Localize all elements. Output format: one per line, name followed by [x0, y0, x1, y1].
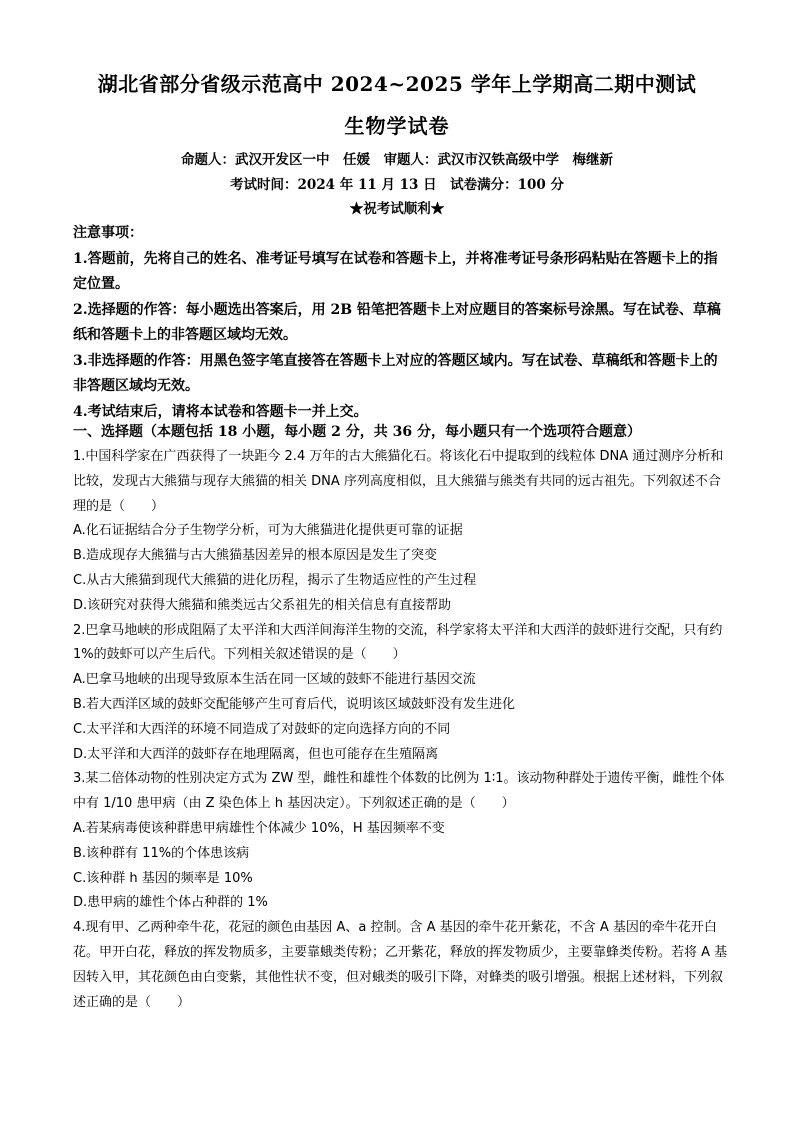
- question-stem: 1.中国科学家在广西获得了一块距今 2.4 万年的古大熊猫化石。将该化石中提取到的线粒体 DNA 通过测序分析和比较，发现古大熊猫与现存大熊猫的相关 DNA 序列高度相似，且大熊猫与熊类有共同的远古祖先。下列叙述不合理的是（ ）: [73, 449, 724, 514]
- notice-item: 1.答题前，先将自己的姓名、准考证号填写在试卷和答题卡上，并将准考证号条形码粘贴在答题卡上的指定位置。: [73, 250, 718, 292]
- section-heading: 一、选择题（本题包括 18 小题，每小题 2 分，共 36 分，每小题只有一个选项符合题意）: [73, 424, 641, 440]
- option-c: C.太平洋和大西洋的环境不同造成了对鼓虾的定向选择方向的不同: [73, 721, 451, 737]
- option-d: D.该研究对获得大熊猫和熊类远古父系祖先的相关信息有直接帮助: [73, 597, 452, 613]
- option-d: D.患甲病的雄性个体占种群的 1%: [73, 895, 268, 911]
- question-3: [73, 767, 728, 916]
- notice-block: [73, 221, 723, 425]
- exam-info: 考试时间：2024 年 11 月 13 日 试卷满分：100 分: [229, 177, 565, 193]
- option-c: C.该种群 h 基因的频率是 10%: [73, 870, 253, 886]
- notice-item: 3.非选择题的作答：用黑色签字笔直接答在答题卡上对应的答题区域内。写在试卷、草稿纸和答题卡上的非答题区域均无效。: [73, 352, 718, 394]
- option-a: A.化石证据结合分子生物学分析，可为大熊猫进化提供更可靠的证据: [73, 523, 463, 539]
- notice-item: 2.选择题的作答：每小题选出答案后，用 2B 铅笔把答题卡上对应题目的答案标号涂黑。写在试卷、草稿纸和答题卡上的非答题区域均无效。: [73, 301, 721, 343]
- question-stem: 2.巴拿马地峡的形成阻隔了太平洋和大西洋间海洋生物的交流，科学家将太平洋和大西洋的鼓虾进行交配，只有约 1%的鼓虾可以产生后代。下列相关叙述错误的是（ ）: [73, 622, 723, 663]
- notice-heading: 注意事项：: [73, 225, 143, 241]
- option-b: B.该种群有 11%的个体患该病: [73, 845, 250, 861]
- exam-authors: 命题人：武汉开发区一中 任媛 审题人：武汉市汉铁高级中学 梅继新: [181, 152, 613, 168]
- option-a: A.若某病毒使该种群患甲病雄性个体减少 10%，H 基因频率不变: [73, 820, 445, 836]
- exam-wish: ★祝考试顺利★: [349, 201, 445, 217]
- question-2: [73, 619, 728, 768]
- exam-title: 湖北省部分省级示范高中 2024~2025 学年上学期高二期中测试: [97, 72, 697, 96]
- notice-item: 4.考试结束后，请将本试卷和答题卡一并上交。: [73, 403, 368, 420]
- option-b: B.若大西洋区域的鼓虾交配能够产生可育后代，说明该区域鼓虾没有发生进化: [73, 696, 516, 712]
- option-c: C.从古大熊猫到现代大熊猫的进化历程，揭示了生物适应性的产生过程: [73, 572, 477, 588]
- question-stem: 4.现有甲、乙两种牵牛花，花冠的颜色由基因 A、a 控制。含 A 基因的牵牛花开紫花，不含 A 基因的牵牛花开白花。甲开白花，释放的挥发物质多，主要靠蛾类传粉；乙开紫花，释放的挥发物质少，主要靠蜂类传粉。若将 A 基因转入甲，其花颜色由白变紫，其他性状不变，但对蛾类的吸引下降，对蜂类的吸引增强。根据上述材料，下列叙述正确的是（ ）: [73, 920, 728, 1010]
- question-stem: 3.某二倍体动物的性别决定方式为 ZW 型，雌性和雄性个体数的比例为 1∶1。该动物种群处于遗传平衡，雌性个体中有 1/10 患甲病（由 Z 染色体上 h 基因决定）。下列叙述正确的是（ ）: [73, 771, 725, 812]
- exam-subtitle: 生物学试卷: [344, 114, 450, 138]
- option-b: B.造成现存大熊猫与古大熊猫基因差异的根本原因是发生了突变: [73, 548, 438, 564]
- question-1: [73, 445, 728, 619]
- option-d: D.太平洋和大西洋的鼓虾存在地理隔离，但也可能存在生殖隔离: [73, 746, 439, 762]
- option-a: A.巴拿马地峡的出现导致原本生活在同一区域的鼓虾不能进行基因交流: [73, 672, 476, 688]
- question-list: [73, 445, 728, 1015]
- question-4: [73, 916, 728, 1015]
